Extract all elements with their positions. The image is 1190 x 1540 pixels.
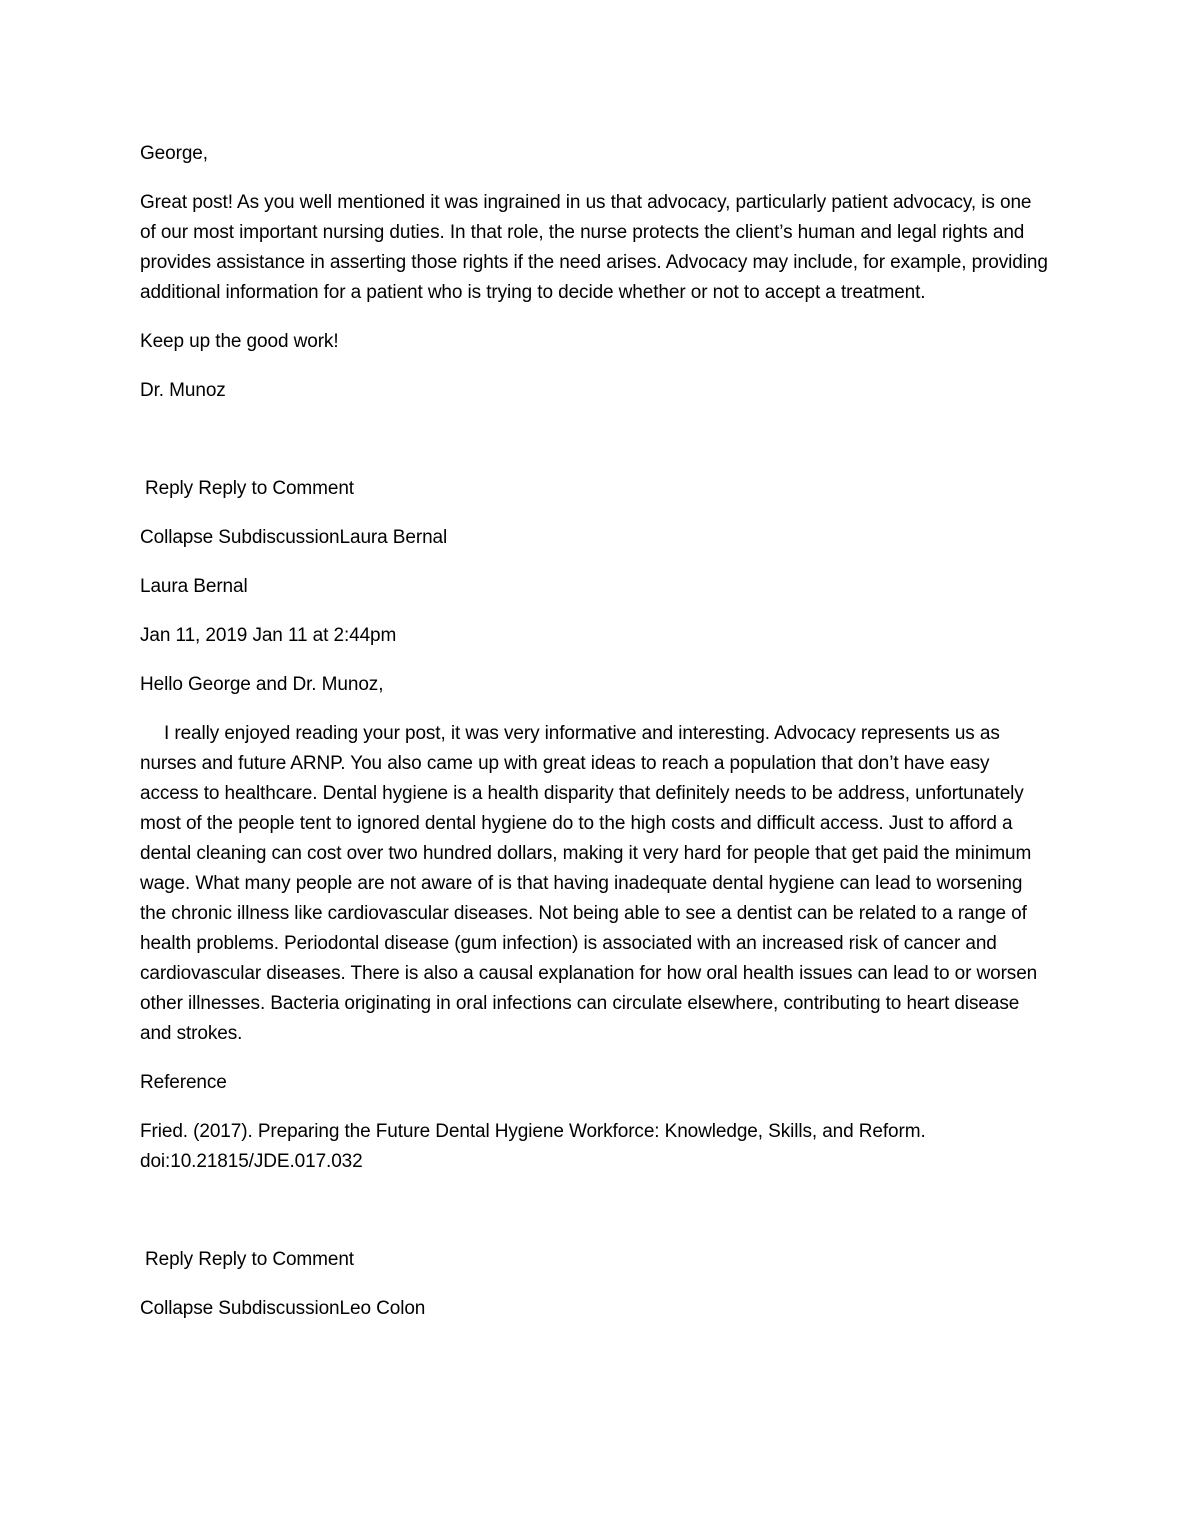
greeting: Hello George and Dr. Munoz, — [140, 674, 384, 695]
spacer — [140, 1196, 1052, 1245]
reply-to-comment-link[interactable]: Reply Reply to Comment — [145, 1249, 354, 1270]
post-body: Great post! As you well mentioned it was ingrained in us that advocacy, particularly patient advocacy, is one of our most important nursing duties. In that role, the nurse protects the client’s human and legal rights and provides assistance in asserting those rights if the need arises. Advocacy may include, for example, providing additional information for a patient who is trying to decide whether or not to accept a treatment. — [140, 192, 1053, 303]
spacer — [140, 425, 1052, 474]
post-body: I really enjoyed reading your post, it was very informative and interesting. Advocacy represents us as nurses and future ARNP. You also came up with great ideas to reach a population that don’t have easy access to healthcare. Dental hygiene is a health disparity that definitely needs to be address, unfortunately most of the people tent to ignored dental hygiene do to the high costs and difficult access. Just to afford a dental cleaning can cost over two hundred dollars, making it very hard for people that get paid the minimum wage. What many people are not aware of is that having inadequate dental hygiene can lead to worsening the chronic illness like cardiovascular diseases. Not being able to see a dentist can be related to a range of health problems. Periodontal disease (gum infection) is associated with an increased risk of cancer and cardiovascular diseases. There is also a causal explanation for how oral health issues can lead to or worsen other illnesses. Bacteria originating in oral infections can circulate elsewhere, contributing to heart disease and strokes. — [140, 723, 1043, 1044]
collapse-subdiscussion-link[interactable]: Collapse SubdiscussionLeo Colon — [140, 1298, 426, 1319]
post-date: Jan 11, 2019 Jan 11 at 2:44pm — [140, 625, 397, 646]
reference-heading: Reference — [140, 1072, 227, 1093]
closing-line: Keep up the good work! — [140, 331, 339, 352]
salutation: George, — [140, 143, 208, 164]
reference-text: Fried. (2017). Preparing the Future Dental Hygiene Workforce: Knowledge, Skills, and Reform. doi:10.21815/JDE.017.032 — [140, 1121, 931, 1172]
reply-to-comment-link[interactable]: Reply Reply to Comment — [145, 478, 354, 499]
signature: Dr. Munoz — [140, 380, 226, 401]
collapse-subdiscussion-link[interactable]: Collapse SubdiscussionLaura Bernal — [140, 527, 448, 548]
author-name: Laura Bernal — [140, 576, 248, 597]
document-page — [140, 139, 1052, 1343]
